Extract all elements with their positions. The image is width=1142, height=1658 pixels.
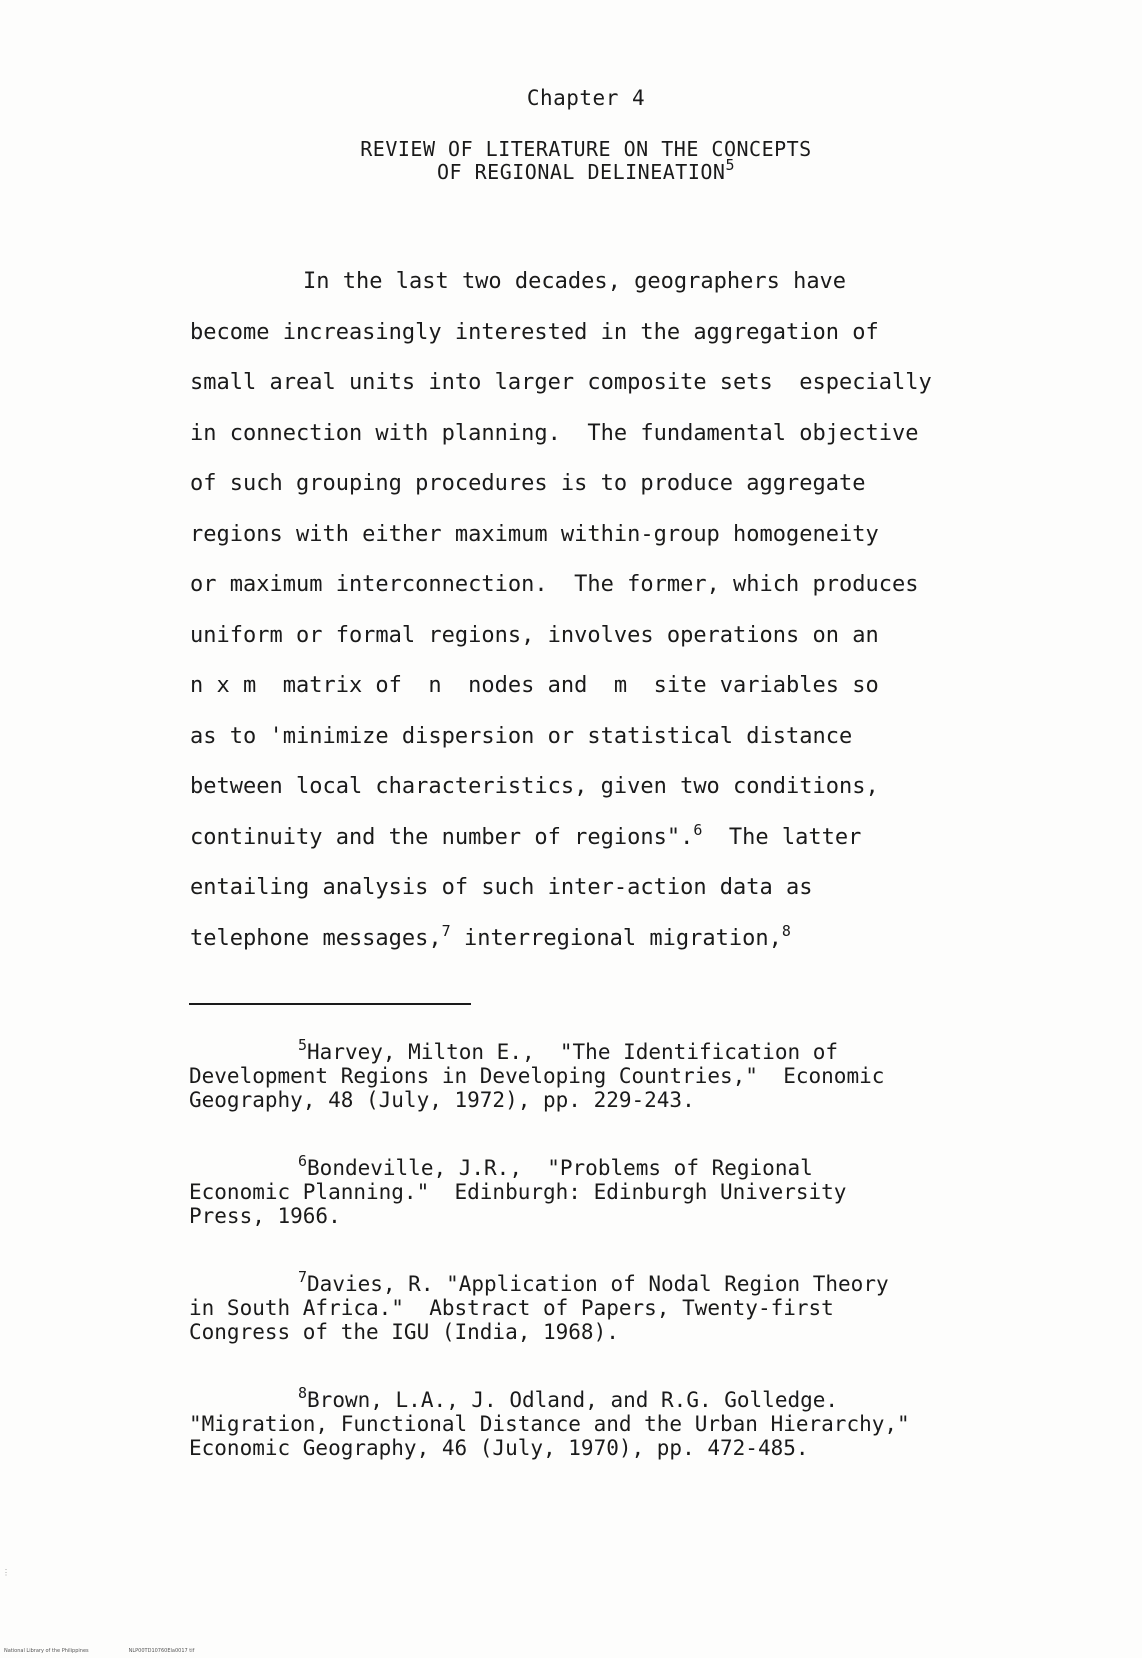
scan-artifact: ⋮: [2, 1568, 10, 1577]
body-line-10: as to 'minimize dispersion or statistical distance: [190, 723, 853, 749]
footnote-8-line-1-text: Brown, L.A., J. Odland, and R.G. Golledge.: [307, 1388, 839, 1412]
body-line-12: [190, 813, 1070, 864]
footnote-7-line-1: [189, 1268, 1079, 1296]
body-line-14: [190, 914, 1070, 965]
body-line-2: become increasingly interested in the aggregation of: [190, 319, 879, 345]
chapter-title-line-2-text: OF REGIONAL DELINEATION: [437, 160, 726, 184]
footnote-7: [189, 1268, 1079, 1344]
body-line-8: uniform or formal regions, involves operations on an: [190, 622, 879, 648]
body-paragraph: [190, 257, 1070, 964]
body-line-11: between local characteristics, given two conditions,: [190, 774, 879, 799]
body-line-12-tail: The latter: [728, 824, 862, 850]
footnote-7-line-3: Congress of the IGU (India, 1968).: [189, 1320, 619, 1344]
footnote-separator: [189, 1003, 471, 1005]
footnote-8: [189, 1384, 1079, 1460]
footnote-6-line-2: Economic Planning." Edinburgh: Edinburgh University: [189, 1180, 847, 1204]
body-line-3: small areal units into larger composite sets especially: [190, 370, 932, 395]
body-line-7: or maximum interconnection. The former, which produces: [190, 572, 919, 597]
footnote-7-number: 7: [298, 1268, 308, 1286]
footer-library-name: National Library of the Philippines: [4, 1648, 89, 1654]
footnote-6: [189, 1152, 1079, 1228]
footnote-ref-6[interactable]: 6: [693, 820, 703, 839]
body-line-1: In the last two decades, geographers have: [303, 269, 847, 294]
body-line-5: of such grouping procedures is to produce aggregate: [190, 471, 866, 496]
footnote-5-line-1-text: Harvey, Milton E., "The Identification of: [307, 1040, 839, 1064]
footnotes-section: [189, 1036, 1079, 1504]
chapter-heading: Chapter 4: [526, 86, 646, 110]
footnote-7-line-1-text: Davies, R. "Application of Nodal Region Theory: [307, 1272, 889, 1296]
body-line-4: in connection with planning. The fundamental objective: [190, 420, 919, 446]
chapter-title-line-1: REVIEW OF LITERATURE ON THE CONCEPTS: [360, 137, 812, 161]
footnote-5-line-1: [189, 1036, 1079, 1064]
body-line-14-text: telephone messages,: [190, 925, 442, 951]
footnote-8-number: 8: [298, 1384, 308, 1402]
chapter-title-line-2: [0, 156, 1142, 184]
footnote-6-number: 6: [298, 1152, 308, 1170]
footnote-5: [189, 1036, 1079, 1112]
footnote-5-line-2: Development Regions in Developing Countries," Economic: [189, 1064, 885, 1088]
body-line-12-text: continuity and the number of regions".: [190, 824, 694, 850]
footnote-ref-7[interactable]: 7: [441, 921, 451, 940]
footnote-8-line-2: "Migration, Functional Distance and the Urban Hierarchy,": [189, 1412, 910, 1436]
title-footnote-ref[interactable]: 5: [725, 156, 735, 174]
body-line-6: regions with either maximum within-group homogeneity: [190, 521, 879, 547]
chapter-title: [0, 138, 1142, 184]
footnote-8-line-3: Economic Geography, 46 (July, 1970), pp. 472-485.: [189, 1436, 809, 1460]
footnote-6-line-1: [189, 1152, 1079, 1180]
footnote-ref-8[interactable]: 8: [781, 921, 791, 940]
body-line-9: n x m matrix of n nodes and m site variables so: [190, 673, 879, 698]
body-line-13: entailing analysis of such inter-action data as: [190, 875, 813, 900]
footer-file-code: NLP00TD10760Ela0017 tif: [128, 1648, 195, 1654]
footnote-8-line-1: [189, 1384, 1079, 1412]
footnote-5-number: 5: [298, 1036, 308, 1054]
footnote-7-line-2: in South Africa." Abstract of Papers, Twenty-first: [189, 1296, 834, 1320]
footnote-5-line-3: Geography, 48 (July, 1972), pp. 229-243.: [189, 1088, 695, 1112]
body-line-14-tail: interregional migration,: [450, 925, 782, 951]
footnote-6-line-1-text: Bondeville, J.R., "Problems of Regional: [307, 1156, 813, 1180]
scan-footer: [4, 1648, 234, 1654]
footnote-6-line-3: Press, 1966.: [189, 1204, 341, 1228]
